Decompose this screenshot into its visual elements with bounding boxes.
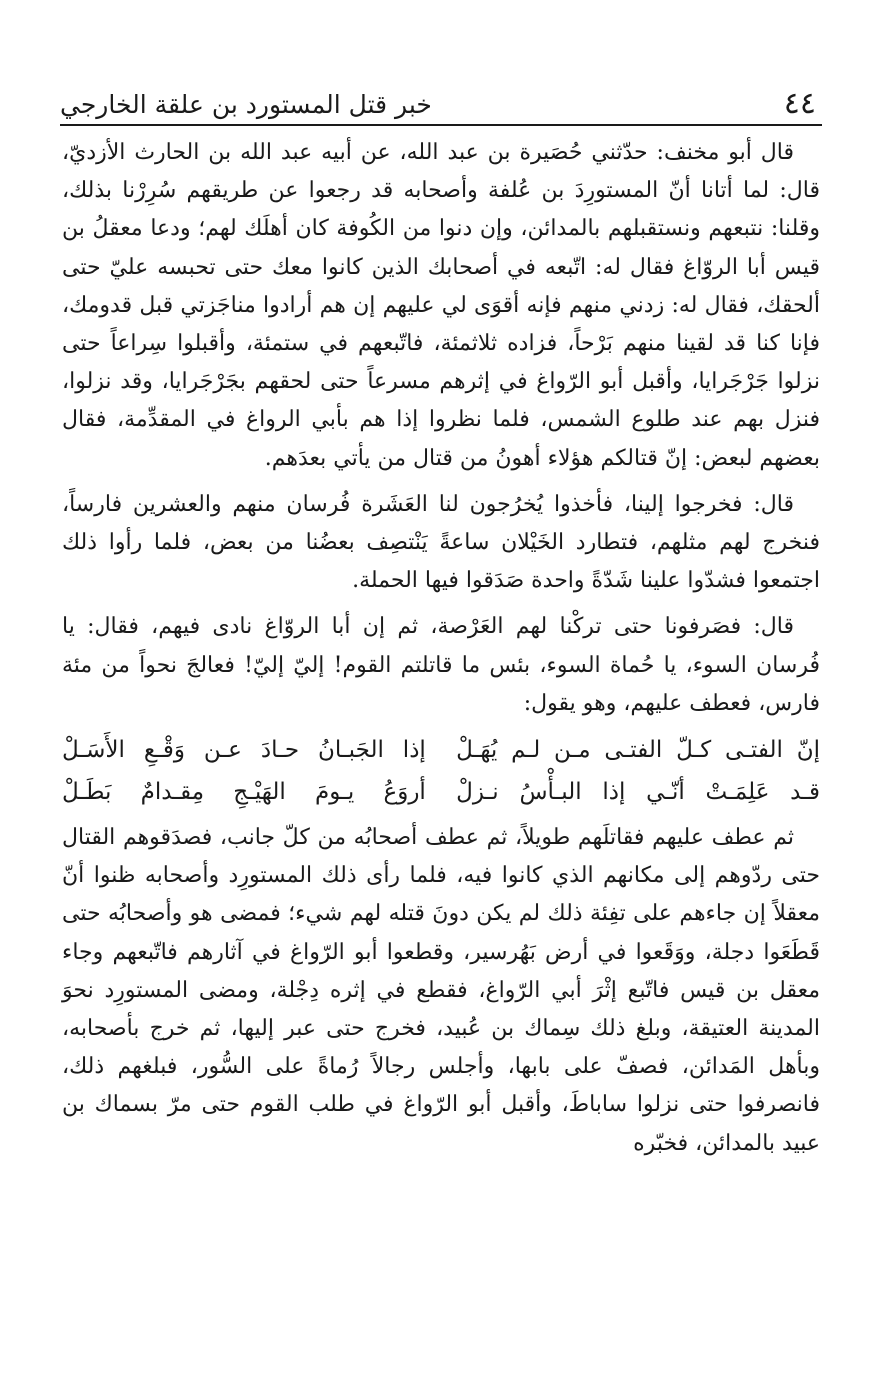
hemistich-left: أروَعُ يـومَ الهَيْـجِ مِقـدامٌ بَطَـلْ bbox=[62, 779, 426, 806]
paragraph-1: قال أبو مخنف: حدّثني حُصَيرة بن عبد الله، عن أبيه عبد الله بن الحارث الأزديّ، قال: لما أتانا أنّ المستورِدَ بن عُلفة وأصحابه قد رجعوا عن طريقهم سُرِرْنا بذلك، وقلنا: نتبعهم ونستقبلهم بالمدائن، وإن دنوا من الكُوفة كان أهلَك لهم؛ ودعا معقلُ بن قيس أبا الروّاغ فقال له: اتّبعه في أصحابك الذين كانوا معك حتى تحبسه عليّ حتى ألحقك، فقال له: زدني منهم فإنه أقوَى لي عليهم إن هم أرادوا مناجَزتي قبل قدومك، فإنا كنا قد لقينا منهم بَرْحاً، فزاده ثلاثمئة، فاتّبعهم في ستمئة، وأقبلوا سِراعاً حتى نزلوا جَرْجَرايا، وأقبل أبو الرّواغ في إثرهم مسرعاً حتى لحقهم بجَرْجَرايا، وقد نزلوا، فنزل بهم عند طلوع الشمس، فلما نظروا إذا هم بأبي الرواغ في المقدِّمة، فقال بعضهم لبعض: إنّ قتالكم هؤلاء أهونُ من قتال من يأتي بعدَهم. bbox=[62, 140, 821, 471]
hemistich-left: إذا الجَبـانُ حـادَ عـن وَقْـعِ الأَسَـلْ bbox=[62, 737, 426, 764]
poem-line bbox=[62, 729, 820, 771]
poem-line bbox=[62, 771, 820, 813]
paragraph-4: ثم عطف عليهم فقاتلَهم طويلاً، ثم عطف أصحابُه من كلّ جانب، فصدَقوهم القتال حتى ردّوهم إلى مكانهم الذي كانوا فيه، فلما رأى ذلك المستورِد وأصحابه ظنوا أنّ معقلاً إن جاءهم على تفِئة ذلك لم يكن دونَ قتله لهم شيء؛ فمضى هو وأصحابُه حتى قَطَعَوا دجلة، ووَقَعوا في أرض بَهُرسير، وقطعوا أبو الرّواغ في آثارهم فاتّبعهم وجاء معقل بن قيس فاتّبع إثْرَ أبي الرّواغ، فقطع في إثره دِجْلة، ومضى المستورِد نحوَ المدينة العتيقة، وبلغ ذلك سِماك بن عُبيد، فخرج حتى عبر إليها، ثم خرج بأصحابه، وبأهل المَدائن، فصفّ على بابها، وأجلس رجالاً رُماةً على السُّور، فبلغهم ذلك، فانصرفوا حتى نزلوا ساباطَ، وأقبل أبو الرّواغ في طلب القوم حتى مرّ بسماك بن عبيد بالمدائن، فخبّره bbox=[62, 825, 820, 1156]
hemistich-right: قـد عَلِمَـتْ أنّـي إذا البـأْسُ نـزلْ bbox=[456, 779, 820, 806]
page-number: ٤٤ bbox=[783, 86, 816, 121]
paragraph-2: قال: فخرجوا إلينا، فأخذوا يُخرُجون لنا العَشَرة فُرسان منهم والعشرين فارساً، فنخرج لهم مثلهم، فتطارد الخَيْلان ساعةً يَنْتصِف بعضُنا من بعض، فلما رأوا ذلك اجتمعوا فشدّوا علينا شَدّةً واحدة صَدَقوا فيها الحملة. bbox=[62, 491, 820, 594]
header-rule bbox=[60, 124, 822, 126]
hemistich-right: إنّ الفتـى كـلّ الفتـى مـن لـم يُهَـلْ bbox=[456, 737, 820, 764]
paragraph-3: قال: فصَرفونا حتى تركْنا لهم العَرْصة، ثم إن أبا الروّاغ نادى فيهم، فقال: يا فُرسان السوء، يا حُماة السوء، بئس ما قاتلتم القوم! إليّ إليّ! فعالجَ نحواً من مئة فارس، فعطف عليهم، وهو يقول: bbox=[62, 614, 820, 716]
body-text bbox=[62, 134, 820, 1163]
page-header bbox=[60, 84, 820, 128]
running-title: خبر قتل المستورد بن علقة الخارجي bbox=[60, 90, 432, 119]
poem bbox=[62, 729, 820, 813]
